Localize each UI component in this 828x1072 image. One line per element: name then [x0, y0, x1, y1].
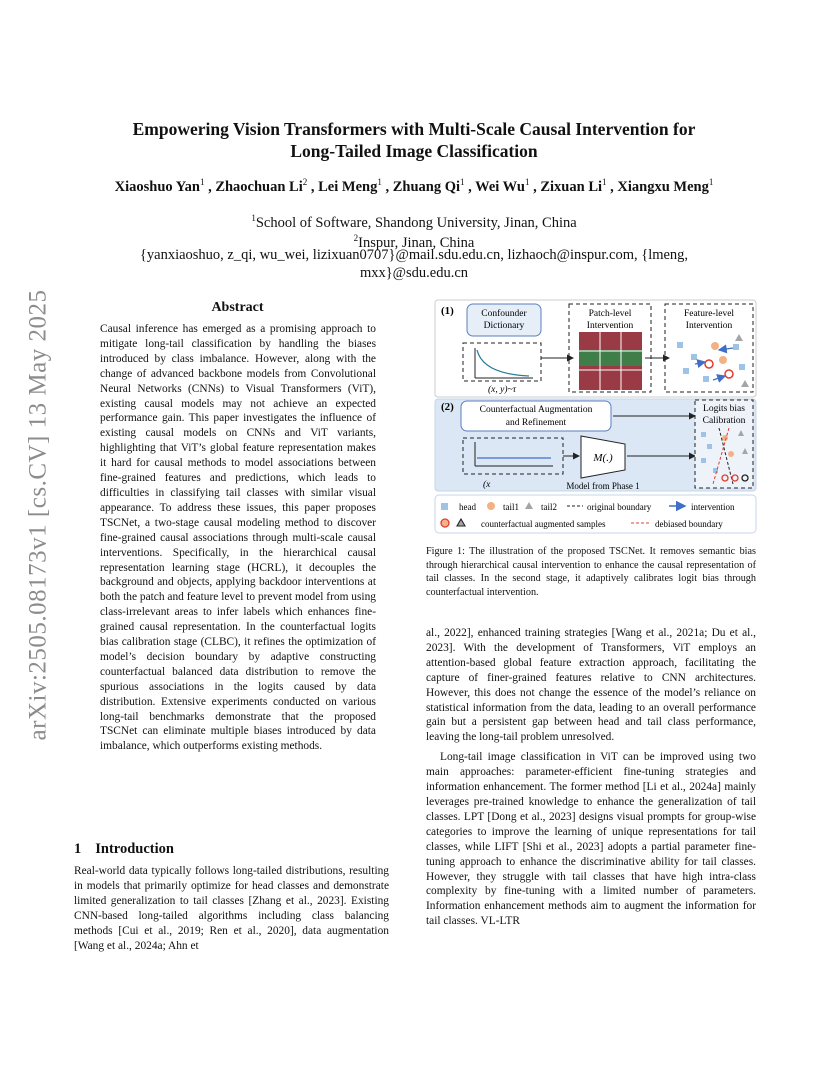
- legend-head: head: [459, 502, 476, 512]
- title-line-2: Long-Tailed Image Classification: [290, 141, 538, 161]
- logits-label-1: Logits bias: [703, 404, 745, 414]
- author-aff: 1: [708, 177, 714, 187]
- confounder-label-1: Confounder: [481, 309, 527, 319]
- intro-paragraph-1: al., 2022], enhanced training strategies [Wang et al., 2021a; Du et al., 2023]. With the development of Transformers, ViT employs an attention-based global feature extraction approach, facilitating the capture of finer-grained features relative to CNN architectures. However, this does not change the essence of the model’s reliance on statistical information from the data, leading to an overall performance gain but a persistent gap between head and tail class performance, leaving the long-tail problem unresolved.: [426, 627, 756, 744]
- title-line-1: Empowering Vision Transformers with Multi-Scale Causal Intervention for: [132, 119, 696, 139]
- intro-left-text: Real-world data typically follows long-tailed distributions, resulting in models that primarily optimize for head classes and demonstrate limited generalization to tail classes [Zhang et al., 2023]. Existing CNN-based long-tailed algorithms including class balancing methods [Cui et al., 2019; Ren et al., 2020], data augmentation [Wang et al., 2024a; Ahn et: [74, 865, 389, 952]
- author-name: Zhaochuan Li: [215, 178, 303, 195]
- email-line-2: mxx}@sdu.edu.cn: [359, 265, 469, 281]
- model-caption: Model from Phase 1: [566, 481, 640, 491]
- legend-tail2: tail2: [541, 502, 557, 512]
- author-aff: 1: [199, 177, 205, 187]
- author-aff: 1: [524, 177, 530, 187]
- author-aff: 1: [602, 177, 607, 187]
- aff-marker: 1: [251, 213, 256, 223]
- author-name: Zhuang Qi: [392, 178, 461, 195]
- figure-caption: Figure 1: The illustration of the proposed TSCNet. It removes semantic bias through hierarchical causal intervention to enhance the causal representation of tail classes. In the second stage, it adaptively calibrates logit bias through counterfactual intervention.: [426, 546, 756, 598]
- cf-label-2: and Refinement: [505, 418, 567, 428]
- section-title: Introduction: [95, 841, 174, 857]
- author-name: Zixuan Li: [540, 178, 603, 195]
- author-aff: 1: [377, 177, 382, 187]
- legend-head-marker: [441, 503, 448, 510]
- section-heading-intro: [74, 841, 174, 858]
- author-name: Xiaoshuo Yan: [114, 178, 200, 195]
- arxiv-stamp: arXiv:2505.08173v1 [cs.CV] 13 May 2025: [24, 289, 51, 741]
- legend-cf-circle: [441, 519, 449, 527]
- distribution-label-1: (x, y)~τ: [488, 385, 517, 395]
- section-number: 1: [74, 841, 82, 857]
- legend-cf-samples: counterfactual augmented samples: [481, 519, 606, 529]
- abstract-text: Causal inference has emerged as a promising approach to mitigate long-tail classification by handling the biases introduced by class imbalance. However, along with the change of advanced backbone models from Convolutional Neural Networks (CNNs) to Visual Transformers (ViT), existing causal models may not achieve an expected performance gain. This paper investigates the influence of existing causal models on CNNs and ViT variants, highlighting that ViT’s global feature representation makes it hard for causal methods to model associations between fine-grained features and predictions, which leads to difficulties in classifying tail classes with similar visual appearance. To address these issues, this paper proposes TSCNet, a two-stage causal modeling method to discover fine-grained causal associations through multi-scale causal interventions. Specifically, in the hierarchical causal representation learning stage (HCRL), it decouples the background and objects, applying backdoor interventions at both the patch and feature level to prevent model from using class-irrelevant areas to infer labels which enhances fine-grained causal representation. In the counterfactual logits bias calibration stage (CLBC), it refines the optimization of model’s decision boundary by adaptive constructing counterfactual balanced data distribution to remove the spurious associations in the logits caused by data distribution. Extensive experiments conducted on various long-tail benchmarks demonstrate that the proposed TSCNet can eliminate multiple biases introduced by data imbalance, which outperforms existing methods.: [100, 323, 376, 753]
- intro-paragraph-2: Long-tail image classification in ViT can be improved using two main approaches: parameter-efficient fine-tuning strategies and information enhancement. The former method [Li et al., 2024a] mainly leverages pre-trained knowledge to enhance the generalization of tail classes. LPT [Dong et al., 2023] designs visual prompts for group-wise categories to improve the learning of unique representations for tail classes, while LIFT [Shi et al., 2023] adopts a partial parameter fine-tuning approach to enhance the discriminative ability for tail classes. However, they struggle with tail classes that have high intra-class complexity by fine-tuning with a limited number of parameters. Information enhancement methods aim to augment the information for tail classes. VL-LTR: [426, 751, 756, 928]
- feature-label-1: Feature-level: [683, 309, 735, 319]
- patch-label-2: Intervention: [586, 321, 634, 331]
- email-line-1: {yanxiaoshuo, z_qi, wu_wei, lizixuan0707}@mail.sdu.edu.cn, lizhaoch@inspur.com, {lmeng,: [139, 247, 689, 263]
- patch-label-1: Patch-level: [588, 309, 632, 319]
- author-name: Xiangxu Meng: [617, 178, 709, 195]
- legend-original-boundary: original boundary: [587, 502, 652, 512]
- author-aff: 1: [460, 177, 465, 187]
- model-label: M(.): [593, 452, 613, 464]
- intro-right-column: [426, 626, 756, 929]
- legend-tail1-marker: [487, 502, 495, 510]
- author-name: Wei Wu: [475, 178, 525, 195]
- figure-diagram: [433, 298, 758, 538]
- patch-grid-image: [579, 332, 642, 390]
- logits-label-2: Calibration: [702, 416, 746, 426]
- paper-title: [80, 118, 748, 162]
- legend-tail1: tail1: [503, 502, 519, 512]
- feature-label-2: Intervention: [685, 321, 733, 331]
- legend-debiased-boundary: debiased boundary: [655, 519, 723, 529]
- abstract-heading: Abstract: [211, 300, 264, 315]
- figure-1: [433, 298, 758, 538]
- stage2-label: (2): [441, 401, 454, 413]
- aff-marker: 2: [353, 233, 359, 243]
- distribution-label-2: (x: [483, 480, 491, 490]
- stage1-label: (1): [441, 305, 454, 317]
- author-list: Xiaoshuo Yan$^1$ , Zhaochuan Li$^2$ , Lei Meng$^1$ , Zhuang Qi$^1$ , Wei Wu$^1$ , Zixuan Li$^1$ , Xiangxu Meng$^1$: [114, 177, 714, 195]
- confounder-label-2: Dictionary: [483, 321, 525, 331]
- aff-text: Inspur, Jinan, China: [358, 234, 475, 251]
- cf-label-1: Counterfactual Augmentation: [479, 405, 593, 415]
- legend-intervention: intervention: [691, 502, 735, 512]
- author-aff: 2: [302, 177, 308, 187]
- aff-text: School of Software, Shandong University, Jinan, China: [255, 214, 577, 231]
- author-name: Lei Meng: [318, 178, 378, 195]
